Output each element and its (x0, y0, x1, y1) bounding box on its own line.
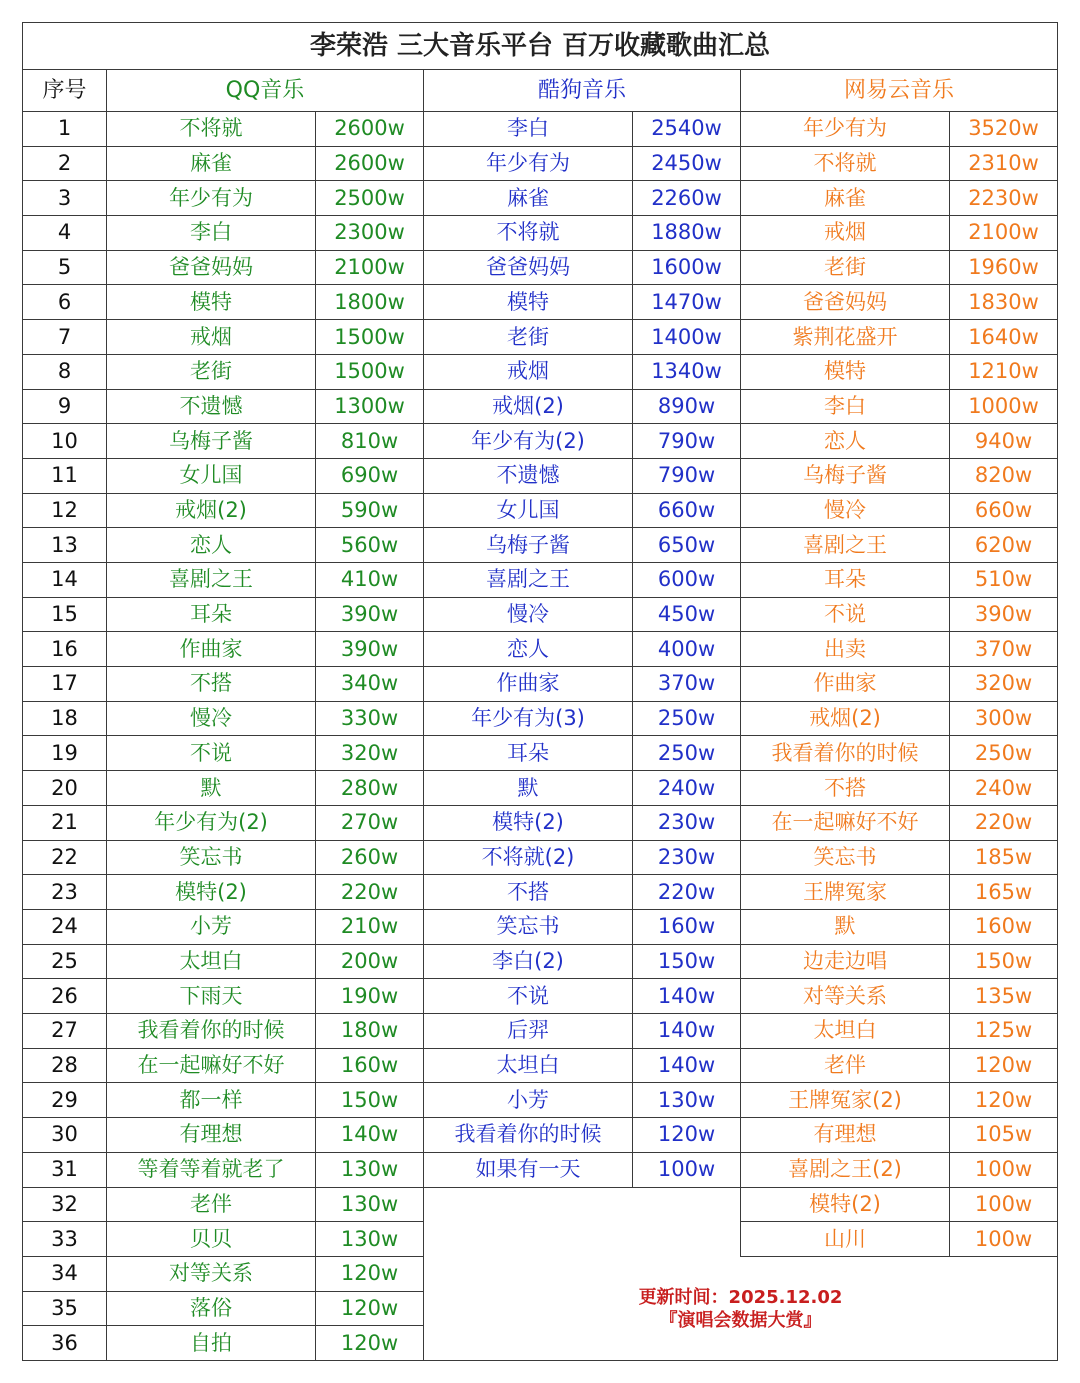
netease-song: 耳朵 (741, 563, 950, 598)
netease-song: 老街 (741, 251, 950, 286)
qq-count: 330w (316, 702, 424, 737)
rank-cell: 16 (23, 632, 107, 667)
netease-count: 300w (950, 702, 1058, 737)
kugou-count: 790w (633, 424, 741, 459)
kugou-song: 笑忘书 (424, 910, 633, 945)
netease-song: 在一起嘛好不好 (741, 806, 950, 841)
kugou-song: 恋人 (424, 632, 633, 667)
qq-count: 340w (316, 667, 424, 702)
kugou-count: 1880w (633, 216, 741, 251)
rank-cell: 18 (23, 702, 107, 737)
qq-count: 120w (316, 1326, 424, 1361)
netease-count: 2230w (950, 181, 1058, 216)
kugou-song: 默 (424, 771, 633, 806)
kugou-count: 250w (633, 702, 741, 737)
qq-song: 模特 (107, 285, 316, 320)
netease-song: 对等关系 (741, 979, 950, 1014)
netease-count: 100w (950, 1222, 1058, 1257)
qq-count: 390w (316, 598, 424, 633)
kugou-song: 不说 (424, 979, 633, 1014)
qq-count: 130w (316, 1222, 424, 1257)
netease-song: 慢冷 (741, 494, 950, 529)
kugou-count: 230w (633, 806, 741, 841)
kugou-count: 660w (633, 494, 741, 529)
netease-song: 紫荆花盛开 (741, 320, 950, 355)
header-netease-music: 网易云音乐 (741, 70, 1058, 112)
qq-song: 麻雀 (107, 147, 316, 182)
qq-song: 喜剧之王 (107, 563, 316, 598)
qq-count: 2300w (316, 216, 424, 251)
kugou-song: 年少有为 (424, 147, 633, 182)
netease-count: 820w (950, 459, 1058, 494)
rank-cell: 23 (23, 875, 107, 910)
netease-song: 山川 (741, 1222, 950, 1257)
kugou-count: 140w (633, 1049, 741, 1084)
update-info (424, 1257, 1058, 1361)
qq-song: 默 (107, 771, 316, 806)
netease-song: 有理想 (741, 1118, 950, 1153)
qq-count: 130w (316, 1188, 424, 1223)
kugou-count: 2450w (633, 147, 741, 182)
rank-cell: 22 (23, 841, 107, 876)
qq-count: 180w (316, 1014, 424, 1049)
kugou-count: 2260w (633, 181, 741, 216)
table-title: 李荣浩 三大音乐平台 百万收藏歌曲汇总 (23, 23, 1058, 70)
qq-count: 1500w (316, 320, 424, 355)
qq-song: 乌梅子酱 (107, 424, 316, 459)
netease-song: 出卖 (741, 632, 950, 667)
rank-cell: 20 (23, 771, 107, 806)
netease-song: 戒烟(2) (741, 702, 950, 737)
kugou-count: 1340w (633, 355, 741, 390)
rank-cell: 27 (23, 1014, 107, 1049)
qq-count: 320w (316, 736, 424, 771)
kugou-count: 1400w (633, 320, 741, 355)
netease-count: 940w (950, 424, 1058, 459)
qq-song: 都一样 (107, 1083, 316, 1118)
netease-count: 250w (950, 736, 1058, 771)
netease-count: 1830w (950, 285, 1058, 320)
netease-song: 恋人 (741, 424, 950, 459)
netease-song: 喜剧之王(2) (741, 1153, 950, 1188)
netease-count: 100w (950, 1188, 1058, 1223)
kugou-count: 160w (633, 910, 741, 945)
netease-song: 不搭 (741, 771, 950, 806)
source-credit: 『演唱会数据大赏』 (659, 1309, 822, 1331)
kugou-song: 后羿 (424, 1014, 633, 1049)
qq-song: 等着等着就老了 (107, 1153, 316, 1188)
qq-song: 对等关系 (107, 1257, 316, 1292)
qq-song: 女儿国 (107, 459, 316, 494)
qq-count: 2600w (316, 112, 424, 147)
qq-count: 1300w (316, 390, 424, 425)
qq-song: 不将就 (107, 112, 316, 147)
kugou-song: 耳朵 (424, 736, 633, 771)
netease-song: 喜剧之王 (741, 528, 950, 563)
qq-song: 老伴 (107, 1188, 316, 1223)
kugou-song: 我看着你的时候 (424, 1118, 633, 1153)
kugou-song: 如果有一天 (424, 1153, 633, 1188)
kugou-song: 不将就 (424, 216, 633, 251)
rank-cell: 2 (23, 147, 107, 182)
qq-song: 老街 (107, 355, 316, 390)
rank-cell: 24 (23, 910, 107, 945)
kugou-count: 150w (633, 945, 741, 980)
kugou-song: 年少有为(3) (424, 702, 633, 737)
qq-song: 戒烟(2) (107, 494, 316, 529)
netease-count: 165w (950, 875, 1058, 910)
rank-cell: 9 (23, 390, 107, 425)
kugou-count: 120w (633, 1118, 741, 1153)
kugou-song: 太坦白 (424, 1049, 633, 1084)
qq-count: 210w (316, 910, 424, 945)
netease-song: 太坦白 (741, 1014, 950, 1049)
rank-cell: 30 (23, 1118, 107, 1153)
kugou-song: 年少有为(2) (424, 424, 633, 459)
kugou-count: 600w (633, 563, 741, 598)
netease-song: 不说 (741, 598, 950, 633)
qq-song: 不遗憾 (107, 390, 316, 425)
netease-count: 105w (950, 1118, 1058, 1153)
netease-song: 老伴 (741, 1049, 950, 1084)
netease-song: 爸爸妈妈 (741, 285, 950, 320)
kugou-song: 乌梅子酱 (424, 528, 633, 563)
qq-song: 在一起嘛好不好 (107, 1049, 316, 1084)
qq-song: 李白 (107, 216, 316, 251)
kugou-count: 790w (633, 459, 741, 494)
kugou-count: 650w (633, 528, 741, 563)
kugou-song: 不将就(2) (424, 841, 633, 876)
qq-song: 不说 (107, 736, 316, 771)
qq-count: 2500w (316, 181, 424, 216)
kugou-count: 1600w (633, 251, 741, 286)
kugou-count: 230w (633, 841, 741, 876)
qq-song: 贝贝 (107, 1222, 316, 1257)
netease-song: 戒烟 (741, 216, 950, 251)
netease-count: 390w (950, 598, 1058, 633)
netease-count: 1640w (950, 320, 1058, 355)
update-time: 更新时间：2025.12.02 (638, 1286, 843, 1308)
qq-count: 810w (316, 424, 424, 459)
netease-count: 2310w (950, 147, 1058, 182)
kugou-song: 不搭 (424, 875, 633, 910)
netease-count: 150w (950, 945, 1058, 980)
rank-cell: 35 (23, 1292, 107, 1327)
rank-cell: 12 (23, 494, 107, 529)
kugou-count: 220w (633, 875, 741, 910)
qq-song: 笑忘书 (107, 841, 316, 876)
kugou-count: 100w (633, 1153, 741, 1188)
rank-cell: 10 (23, 424, 107, 459)
qq-song: 落俗 (107, 1292, 316, 1327)
qq-count: 160w (316, 1049, 424, 1084)
qq-count: 410w (316, 563, 424, 598)
header-qq-music: QQ音乐 (107, 70, 424, 112)
qq-count: 190w (316, 979, 424, 1014)
qq-count: 280w (316, 771, 424, 806)
qq-count: 120w (316, 1292, 424, 1327)
qq-count: 200w (316, 945, 424, 980)
kugou-song: 女儿国 (424, 494, 633, 529)
netease-count: 1210w (950, 355, 1058, 390)
netease-song: 李白 (741, 390, 950, 425)
netease-song: 笑忘书 (741, 841, 950, 876)
rank-cell: 32 (23, 1188, 107, 1223)
kugou-song: 作曲家 (424, 667, 633, 702)
kugou-song: 小芳 (424, 1083, 633, 1118)
collection-table (22, 22, 1058, 1361)
kugou-count: 370w (633, 667, 741, 702)
netease-count: 185w (950, 841, 1058, 876)
kugou-song: 爸爸妈妈 (424, 251, 633, 286)
netease-song: 年少有为 (741, 112, 950, 147)
qq-count: 1800w (316, 285, 424, 320)
kugou-count: 890w (633, 390, 741, 425)
netease-song: 模特 (741, 355, 950, 390)
qq-song: 慢冷 (107, 702, 316, 737)
qq-count: 260w (316, 841, 424, 876)
netease-count: 320w (950, 667, 1058, 702)
rank-cell: 4 (23, 216, 107, 251)
rank-cell: 36 (23, 1326, 107, 1361)
netease-count: 120w (950, 1049, 1058, 1084)
kugou-count: 1470w (633, 285, 741, 320)
kugou-song: 李白 (424, 112, 633, 147)
kugou-song: 喜剧之王 (424, 563, 633, 598)
kugou-count: 130w (633, 1083, 741, 1118)
netease-song: 作曲家 (741, 667, 950, 702)
rank-cell: 25 (23, 945, 107, 980)
empty-kugou-area (424, 1188, 741, 1257)
kugou-count: 250w (633, 736, 741, 771)
qq-song: 太坦白 (107, 945, 316, 980)
rank-cell: 15 (23, 598, 107, 633)
rank-cell: 3 (23, 181, 107, 216)
netease-count: 160w (950, 910, 1058, 945)
netease-count: 3520w (950, 112, 1058, 147)
netease-count: 620w (950, 528, 1058, 563)
qq-count: 1500w (316, 355, 424, 390)
rank-cell: 28 (23, 1049, 107, 1084)
netease-count: 220w (950, 806, 1058, 841)
qq-count: 120w (316, 1257, 424, 1292)
header-index: 序号 (23, 70, 107, 112)
kugou-count: 240w (633, 771, 741, 806)
qq-song: 年少有为(2) (107, 806, 316, 841)
kugou-song: 慢冷 (424, 598, 633, 633)
rank-cell: 11 (23, 459, 107, 494)
netease-song: 乌梅子酱 (741, 459, 950, 494)
kugou-song: 戒烟 (424, 355, 633, 390)
rank-cell: 6 (23, 285, 107, 320)
rank-cell: 34 (23, 1257, 107, 1292)
kugou-song: 李白(2) (424, 945, 633, 980)
netease-count: 370w (950, 632, 1058, 667)
rank-cell: 17 (23, 667, 107, 702)
netease-song: 王牌冤家(2) (741, 1083, 950, 1118)
netease-count: 125w (950, 1014, 1058, 1049)
qq-song: 小芳 (107, 910, 316, 945)
rank-cell: 14 (23, 563, 107, 598)
qq-count: 150w (316, 1083, 424, 1118)
netease-count: 1960w (950, 251, 1058, 286)
netease-song: 模特(2) (741, 1188, 950, 1223)
rank-cell: 13 (23, 528, 107, 563)
qq-song: 恋人 (107, 528, 316, 563)
qq-song: 耳朵 (107, 598, 316, 633)
kugou-count: 2540w (633, 112, 741, 147)
rank-cell: 26 (23, 979, 107, 1014)
qq-count: 140w (316, 1118, 424, 1153)
netease-count: 240w (950, 771, 1058, 806)
qq-count: 220w (316, 875, 424, 910)
kugou-song: 老街 (424, 320, 633, 355)
rank-cell: 5 (23, 251, 107, 286)
netease-song: 边走边唱 (741, 945, 950, 980)
kugou-song: 戒烟(2) (424, 390, 633, 425)
rank-cell: 31 (23, 1153, 107, 1188)
header-kugou-music: 酷狗音乐 (424, 70, 741, 112)
qq-count: 390w (316, 632, 424, 667)
kugou-song: 不遗憾 (424, 459, 633, 494)
netease-song: 默 (741, 910, 950, 945)
rank-cell: 21 (23, 806, 107, 841)
kugou-song: 模特(2) (424, 806, 633, 841)
qq-count: 590w (316, 494, 424, 529)
qq-song: 戒烟 (107, 320, 316, 355)
qq-count: 2600w (316, 147, 424, 182)
netease-count: 660w (950, 494, 1058, 529)
rank-cell: 7 (23, 320, 107, 355)
rank-cell: 8 (23, 355, 107, 390)
netease-song: 我看着你的时候 (741, 736, 950, 771)
kugou-song: 麻雀 (424, 181, 633, 216)
qq-count: 560w (316, 528, 424, 563)
qq-count: 690w (316, 459, 424, 494)
qq-count: 2100w (316, 251, 424, 286)
rank-cell: 1 (23, 112, 107, 147)
netease-count: 100w (950, 1153, 1058, 1188)
netease-song: 不将就 (741, 147, 950, 182)
qq-count: 130w (316, 1153, 424, 1188)
qq-song: 模特(2) (107, 875, 316, 910)
netease-count: 510w (950, 563, 1058, 598)
rank-cell: 33 (23, 1222, 107, 1257)
netease-song: 王牌冤家 (741, 875, 950, 910)
qq-song: 下雨天 (107, 979, 316, 1014)
qq-song: 不搭 (107, 667, 316, 702)
qq-song: 我看着你的时候 (107, 1014, 316, 1049)
qq-song: 爸爸妈妈 (107, 251, 316, 286)
qq-song: 作曲家 (107, 632, 316, 667)
rank-cell: 29 (23, 1083, 107, 1118)
netease-count: 120w (950, 1083, 1058, 1118)
qq-count: 270w (316, 806, 424, 841)
kugou-count: 400w (633, 632, 741, 667)
qq-song: 自拍 (107, 1326, 316, 1361)
kugou-count: 450w (633, 598, 741, 633)
netease-count: 2100w (950, 216, 1058, 251)
qq-song: 年少有为 (107, 181, 316, 216)
netease-song: 麻雀 (741, 181, 950, 216)
qq-song: 有理想 (107, 1118, 316, 1153)
kugou-count: 140w (633, 1014, 741, 1049)
rank-cell: 19 (23, 736, 107, 771)
kugou-count: 140w (633, 979, 741, 1014)
netease-count: 135w (950, 979, 1058, 1014)
netease-count: 1000w (950, 390, 1058, 425)
kugou-song: 模特 (424, 285, 633, 320)
